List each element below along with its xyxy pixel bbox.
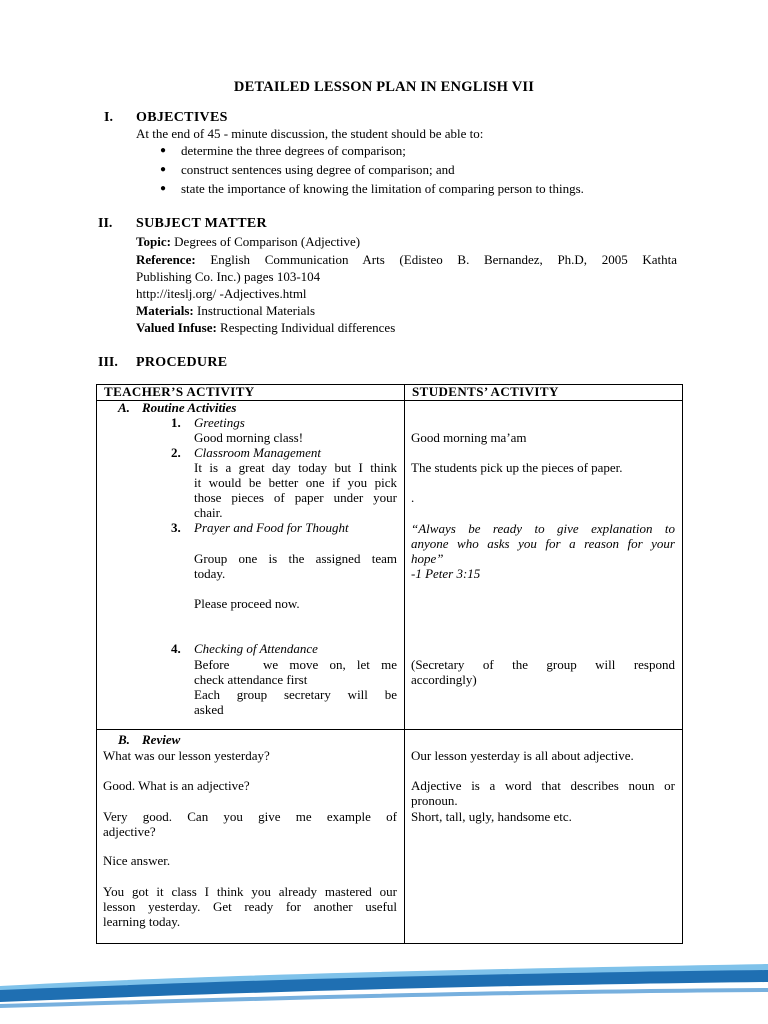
prayer-title: Prayer and Food for Thought	[194, 520, 349, 535]
objectives-title: OBJECTIVES	[136, 110, 228, 125]
review-teacher-q5: lesson yesterday. Get ready for another useful	[103, 899, 397, 914]
materials-line	[136, 303, 315, 319]
review-teacher-q3: adjective?	[103, 824, 156, 839]
bullet-icon: ●	[160, 164, 167, 175]
management-student-dot: .	[411, 490, 415, 505]
review-student-a2: pronoun.	[411, 793, 458, 808]
management-student: The students pick up the pieces of paper.	[411, 460, 623, 475]
reference-label: Reference:	[136, 252, 196, 267]
bullet-icon: ●	[160, 183, 167, 194]
materials-label: Materials:	[136, 303, 194, 318]
management-title: Classroom Management	[194, 445, 321, 460]
attendance-teacher-line: asked	[194, 702, 224, 717]
attendance-student-line: (Secretary of the group will respond	[411, 657, 675, 672]
objectives-number: I.	[104, 110, 113, 125]
reference-url: http://iteslj.org/ -Adjectives.html	[136, 286, 307, 301]
review-teacher-q1: What was our lesson yesterday?	[103, 748, 270, 763]
attendance-teacher-line: check attendance first	[194, 672, 308, 687]
procedure-number: III.	[98, 355, 118, 370]
prayer-teacher-line: today.	[194, 566, 226, 581]
greetings-title: Greetings	[194, 415, 245, 430]
table-row-divider	[96, 729, 683, 730]
attendance-teacher-line: Each group secretary will be	[194, 687, 397, 702]
review-teacher-q2: Good. What is an adjective?	[103, 778, 250, 793]
greetings-student: Good morning ma’am	[411, 430, 527, 445]
routine-title: Routine Activities	[142, 400, 237, 415]
greetings-teacher: Good morning class!	[194, 430, 304, 445]
bullet-icon: ●	[160, 145, 167, 156]
objectives-intro: At the end of 45 - minute discussion, the student should be able to:	[136, 126, 484, 141]
review-student-a2: Adjective is a word that describes noun or	[411, 778, 675, 793]
valued-value: Respecting Individual differences	[220, 320, 396, 335]
attendance-student-line: accordingly)	[411, 672, 477, 687]
review-teacher-q5: learning today.	[103, 914, 181, 929]
prayer-student-line: “Always be ready to give explanation to	[411, 521, 675, 536]
review-student-a3: Short, tall, ugly, handsome etc.	[411, 809, 572, 824]
routine-label: A.	[118, 400, 130, 415]
reference-value: English Communication Arts (Edisteo B. Bernandez, Ph.D, 2005 Kathta	[210, 252, 678, 267]
prayer-number: 3.	[171, 520, 181, 535]
review-teacher-q3: Very good. Can you give me example of	[103, 809, 397, 824]
management-teacher-line: those pieces of paper under your	[194, 490, 397, 505]
prayer-verse: -1 Peter 3:15	[411, 566, 481, 581]
materials-value: Instructional Materials	[197, 303, 316, 318]
students-activity-header: STUDENTS’ ACTIVITY	[412, 384, 559, 399]
subject-matter-title: SUBJECT MATTER	[136, 216, 267, 231]
valued-line	[136, 320, 395, 336]
review-label: B.	[118, 732, 130, 747]
objective-item: state the importance of knowing the limitation of comparing person to things.	[181, 181, 584, 196]
greetings-number: 1.	[171, 415, 181, 430]
page-title: DETAILED LESSON PLAN IN ENGLISH VII	[233, 79, 535, 95]
management-teacher-line: it would be better one if you pick	[194, 475, 397, 490]
topic-value: Degrees of Comparison (Adjective)	[174, 234, 361, 249]
prayer-student-line: hope”	[411, 551, 444, 566]
review-teacher-q4: Nice answer.	[103, 853, 171, 868]
prayer-student-line: anyone who asks you for a reason for your	[411, 536, 675, 551]
management-teacher-line: chair.	[194, 505, 223, 520]
table-column-divider	[404, 384, 405, 944]
procedure-title: PROCEDURE	[136, 355, 228, 370]
attendance-title: Checking of Attendance	[194, 641, 318, 656]
management-teacher-line: It is a great day today but I think	[194, 460, 397, 475]
management-number: 2.	[171, 445, 181, 460]
objective-item: construct sentences using degree of comparison; and	[181, 162, 455, 177]
teacher-activity-header: TEACHER’S ACTIVITY	[104, 384, 255, 399]
review-teacher-q5: You got it class I think you already mastered our	[103, 884, 397, 899]
prayer-teacher-line: Group one is the assigned team	[194, 551, 397, 566]
reference-line	[136, 252, 677, 268]
valued-label: Valued Infuse:	[136, 320, 217, 335]
reference-line-2: Publishing Co. Inc.) pages 103-104	[136, 269, 321, 284]
attendance-teacher-line: Before we move on, let me	[194, 657, 397, 672]
review-student-a1: Our lesson yesterday is all about adjective.	[411, 748, 634, 763]
footer-wave-decoration	[0, 960, 768, 1024]
objective-item: determine the three degrees of comparison;	[181, 143, 406, 158]
review-title: Review	[142, 732, 181, 747]
topic-line	[136, 234, 360, 250]
prayer-teacher-proceed: Please proceed now.	[194, 596, 300, 611]
subject-matter-number: II.	[98, 216, 113, 231]
topic-label: Topic:	[136, 234, 171, 249]
attendance-number: 4.	[171, 641, 181, 656]
